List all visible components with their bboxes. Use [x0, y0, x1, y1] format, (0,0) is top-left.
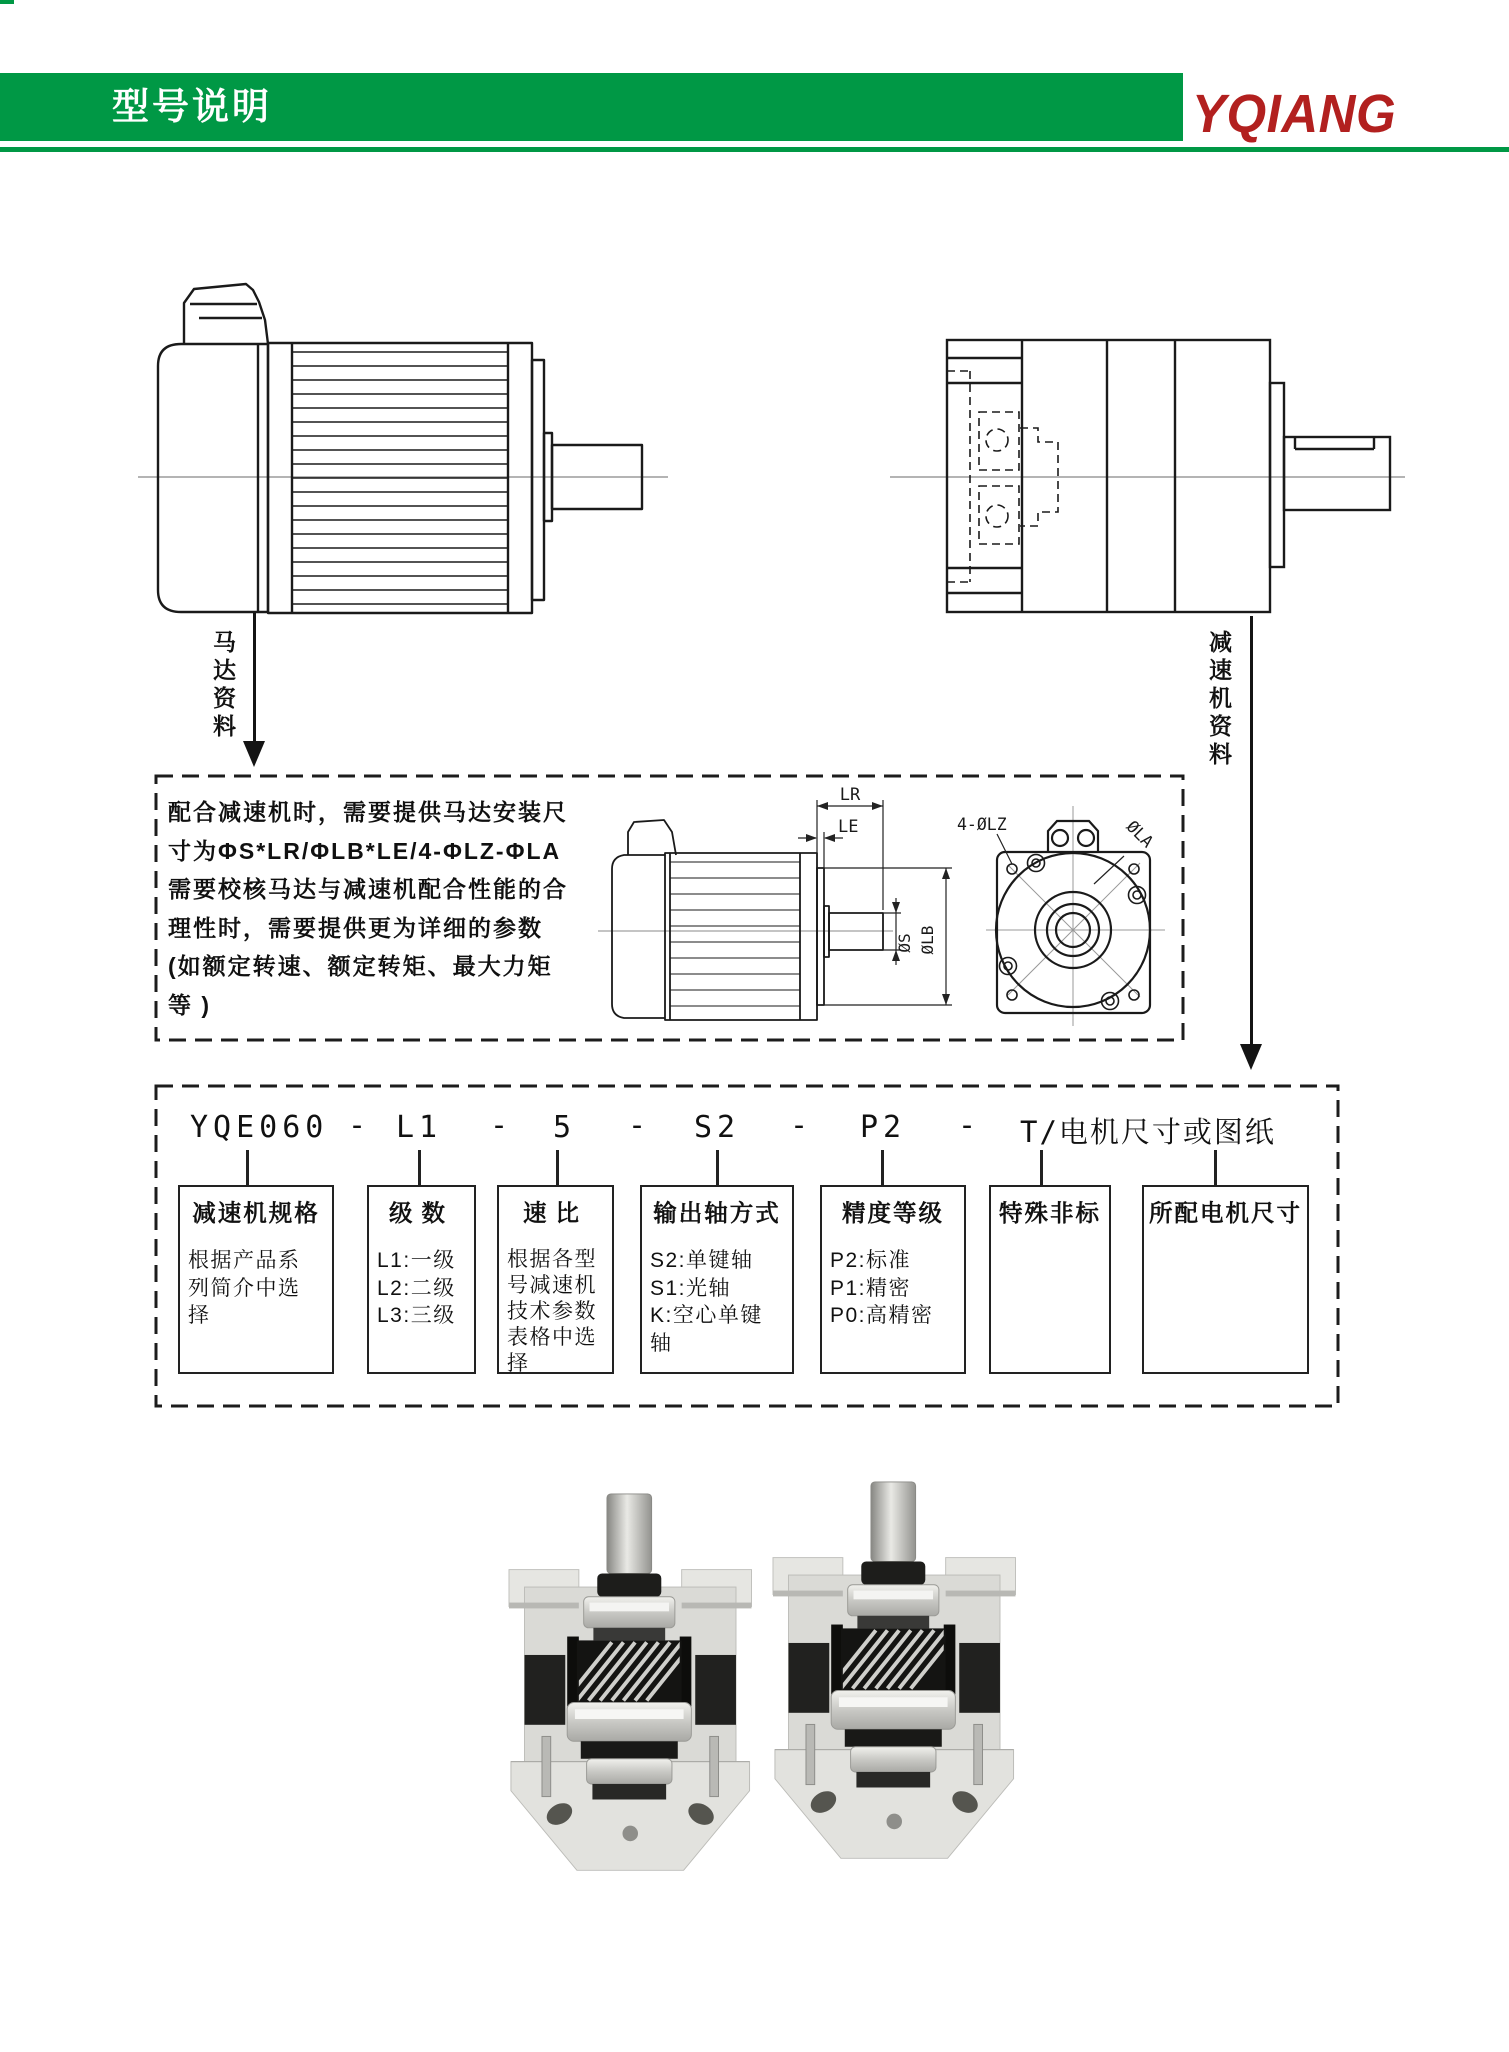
model-segment-precision: P2: [860, 1110, 907, 1145]
spec-box-line: 表格中选: [507, 1326, 597, 1349]
spec-box-title: 特殊非标: [999, 1200, 1101, 1226]
segment-connector: [246, 1150, 249, 1186]
brand-logo: YQIANG: [1192, 83, 1397, 144]
segment-separator: -: [348, 1108, 367, 1143]
segment-connector: [716, 1150, 719, 1186]
motor-connector-outline: [184, 284, 268, 344]
model-segment-series: YQE060: [190, 1110, 329, 1145]
model-segment-shaft: S2: [694, 1110, 741, 1145]
motor-dimension-drawing: [593, 778, 937, 1040]
segment-connector: [1040, 1150, 1043, 1186]
spec-box-line: P1:精密: [830, 1276, 912, 1300]
spec-box-line: 技术参数: [507, 1300, 597, 1323]
page-title: 型号说明: [112, 86, 272, 127]
motor-data-arrowhead: [243, 741, 265, 767]
segment-separator: -: [628, 1108, 647, 1143]
note-line: (如额定转速、额定转矩、最大力矩: [168, 953, 553, 979]
model-segment-ratio: 5: [553, 1110, 577, 1145]
spec-box-line: L2:二级: [377, 1276, 456, 1300]
spec-box-motor-size: [1142, 1185, 1309, 1374]
reducer-side-drawing: [885, 330, 1410, 620]
spec-box-ratio: [497, 1185, 614, 1374]
bolt-holes-label: 4-ØLZ: [957, 815, 1007, 834]
motor-data-arrow: [253, 613, 256, 743]
header-bar: [0, 73, 1183, 141]
header-rule: [0, 147, 1509, 152]
note-line: 需要校核马达与减速机配合性能的合: [168, 876, 568, 902]
pilot-dia-label: ØLB: [918, 925, 937, 955]
spec-box-line: L3:三级: [377, 1304, 456, 1327]
corner-mark: [0, 0, 14, 4]
spec-box-line: L1:一级: [377, 1249, 456, 1272]
spec-box-line: 列简介中选: [188, 1276, 301, 1300]
motor-data-label: 马达资料: [210, 630, 236, 742]
note-line: 配合减速机时，需要提供马达安装尺: [168, 799, 568, 825]
note-line: 等 ): [168, 991, 212, 1018]
segment-connector: [418, 1150, 421, 1186]
spec-box-title: 减速机规格: [192, 1200, 320, 1226]
segment-separator: -: [790, 1108, 809, 1143]
spec-box-output-shaft: [640, 1185, 794, 1374]
motor-side-drawing: [135, 205, 680, 625]
segment-connector: [881, 1150, 884, 1186]
spec-box-line: 号减速机: [507, 1274, 597, 1297]
spec-box-title: 输出轴方式: [653, 1200, 781, 1226]
spec-box-precision: [820, 1185, 966, 1374]
spec-box-line: 根据各型: [507, 1248, 597, 1271]
gearbox-left: [509, 1494, 752, 1870]
spec-box-line: P0:高精密: [830, 1304, 934, 1327]
spec-box-title: 级数: [389, 1200, 454, 1226]
spec-box-line: K:空心单键: [650, 1304, 763, 1327]
spec-box-line: 轴: [650, 1331, 673, 1355]
model-segment-motor-size: T/电机尺寸或图纸: [1020, 1115, 1276, 1149]
spec-box-line: S1:光轴: [650, 1276, 732, 1300]
gearbox-right: [773, 1482, 1016, 1858]
motor-fins: [292, 352, 508, 604]
segment-separator: -: [490, 1108, 509, 1143]
segment-connector: [1214, 1150, 1217, 1186]
spec-box-title: 精度等级: [842, 1200, 944, 1226]
reducer-data-label: 减速机资料: [1206, 630, 1232, 770]
spec-box-line: 择: [188, 1304, 211, 1327]
segment-connector: [556, 1150, 559, 1186]
spec-box-line: 择: [507, 1352, 530, 1375]
le-dim-label: LE: [838, 817, 859, 837]
spec-box-line: S2:单键轴: [650, 1249, 754, 1272]
spec-box-stages: [367, 1185, 476, 1374]
note-paragraph: [168, 793, 630, 1024]
product-photo: [505, 1478, 1045, 1870]
note-line: 理性时，需要提供更为详细的参数: [168, 914, 543, 941]
spec-box-title: 速比: [523, 1200, 588, 1226]
spec-box-line: P2:标准: [830, 1249, 912, 1272]
note-line: 寸为ΦS*LR/ΦLB*LE/4-ΦLZ-ΦLA: [168, 837, 562, 864]
bolt-circle-label: ØLA: [1122, 816, 1158, 852]
small-motor-fins: [670, 862, 800, 1006]
motor-front-drawing: [948, 778, 1178, 1030]
reducer-data-arrow: [1250, 616, 1253, 1046]
segment-separator: -: [958, 1108, 977, 1143]
reducer-data-arrowhead: [1240, 1044, 1262, 1070]
lr-dim-label: LR: [839, 785, 861, 805]
spec-box-title: 所配电机尺寸: [1149, 1200, 1302, 1226]
model-segment-stages: L1: [396, 1110, 443, 1145]
spec-box-reducer-size: [178, 1185, 334, 1374]
shaft-dia-label: ØS: [895, 933, 914, 953]
spec-box-special: [989, 1185, 1111, 1374]
spec-box-line: 根据产品系: [188, 1249, 301, 1272]
